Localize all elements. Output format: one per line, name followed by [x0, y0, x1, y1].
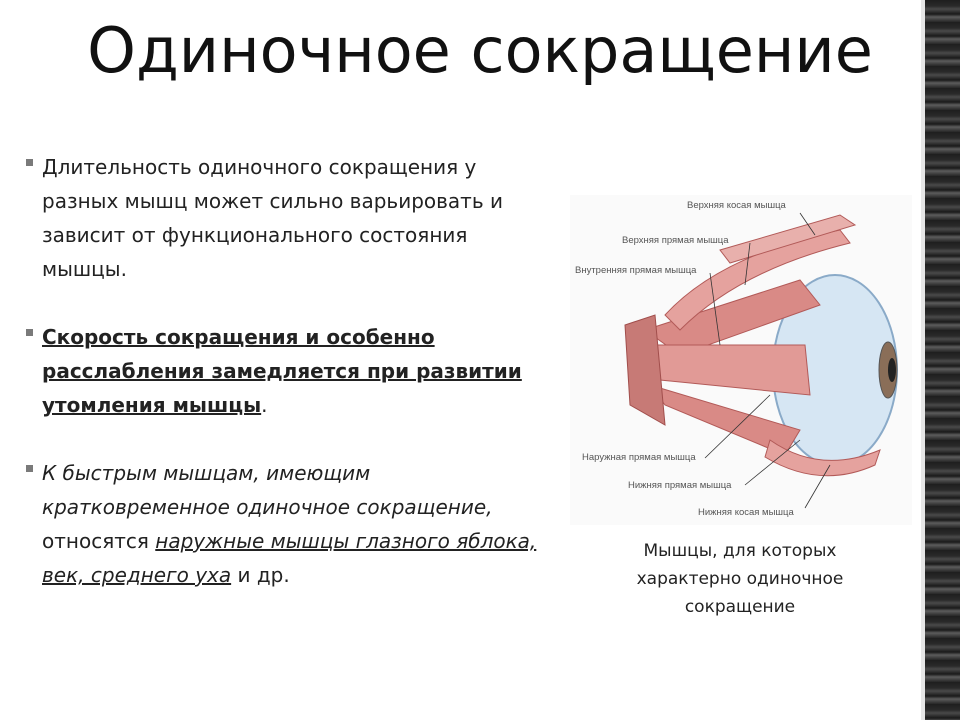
slide-title: Одиночное сокращение — [87, 14, 873, 87]
bullet-emphasis: Скорость сокращения и особенно расслабления замедляется при развитии утомления мышцы — [42, 325, 522, 417]
figure-label: Внутренняя прямая мышца — [575, 265, 697, 276]
figure-label: Нижняя прямая мышца — [628, 480, 732, 491]
decorative-edge-strip — [921, 0, 960, 720]
bullet-italic-lead: К быстрым мышцам, имеющим кратковременное одиночное сокращение, — [42, 461, 493, 519]
bullet-italic-underlined: наружные мышцы глазного яблока, век, среднего уха — [42, 529, 537, 587]
bullet-item — [24, 456, 554, 592]
figure-label: Наружная прямая мышца — [582, 452, 696, 463]
bullet-plain: относятся — [42, 529, 156, 553]
bullet-item — [24, 320, 554, 422]
bullet-text: Длительность одиночного сокращения у разных мышц может сильно варьировать и зависит от функционального состояния мышцы. — [42, 155, 503, 281]
pupil — [888, 358, 896, 382]
figure-label: Верхняя прямая мышца — [622, 235, 729, 246]
figure-label: Нижняя косая мышца — [698, 507, 794, 518]
eye-muscles-figure — [570, 195, 912, 525]
muscle-bundle — [645, 345, 810, 395]
bullet-item — [24, 150, 554, 286]
bullet-tail: и др. — [231, 563, 290, 587]
figure-caption: Мышцы, для которых характерно одиночное сокращение — [636, 541, 844, 617]
bullet-tail: . — [261, 393, 268, 417]
figure-label: Верхняя косая мышца — [687, 200, 786, 211]
bullet-list — [24, 150, 554, 626]
